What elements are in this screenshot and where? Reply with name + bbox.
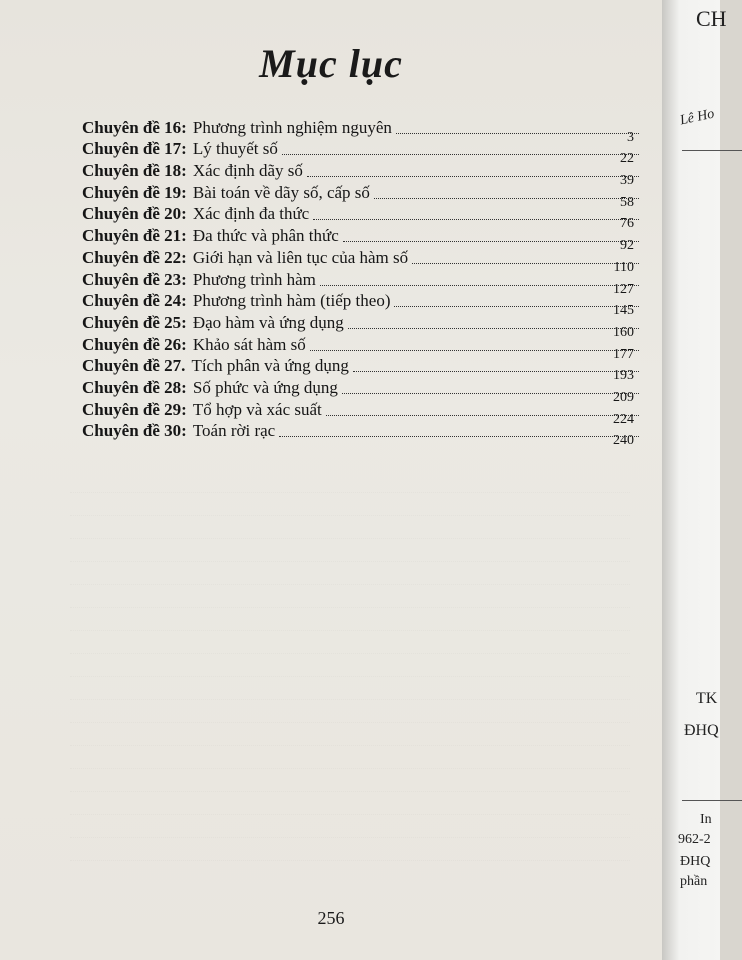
- entry-label: Xác định đa thức: [192, 204, 310, 224]
- entry-prefix: Chuyên đề 16:: [82, 117, 187, 137]
- leader-dots: [307, 175, 639, 177]
- leader-dots: [279, 435, 639, 437]
- bleed-through-text: [70, 470, 630, 861]
- entry-page: 110: [613, 259, 634, 275]
- toc-entry: [82, 290, 642, 319]
- entry-page: 39: [620, 173, 634, 189]
- entry-label: Đạo hàm và ứng dụng: [192, 312, 344, 332]
- leader-dots: [310, 349, 639, 351]
- entry-page: 92: [620, 238, 634, 254]
- leader-dots: [396, 132, 639, 134]
- entry-page: 240: [613, 433, 634, 449]
- adjacent-text: In: [700, 812, 712, 827]
- entry-prefix: Chuyên đề 28:: [82, 377, 187, 397]
- adjacent-rule: [682, 150, 742, 151]
- entry-label: Khảo sát hàm số: [192, 334, 306, 354]
- toc-entry: [82, 224, 642, 254]
- entry-prefix: Chuyên đề 18:: [82, 161, 187, 181]
- toc-entry: [82, 138, 642, 167]
- entry-prefix: Chuyên đề 19:: [82, 182, 187, 202]
- entry-page: 3: [627, 129, 634, 145]
- adjacent-page-edge: [662, 0, 727, 960]
- leader-dots: [412, 262, 639, 264]
- leader-dots: [343, 240, 639, 242]
- entry-label: Số phức và ứng dụng: [192, 377, 338, 397]
- page-title: Mục lục: [259, 41, 403, 86]
- entry-label: Giới hạn và liên tục của hàm số: [192, 247, 409, 267]
- toc-entry: [82, 159, 642, 189]
- entry-label: Lý thuyết số: [192, 139, 278, 159]
- entry-label: Đa thức và phân thức: [192, 226, 339, 246]
- entry-label: Bài toán về dãy số, cấp số: [192, 182, 370, 202]
- toc-entry: [82, 376, 642, 405]
- adjacent-text: TK: [696, 690, 718, 707]
- adjacent-text: phần: [680, 874, 708, 889]
- entry-label: Xác định dãy số: [192, 161, 303, 181]
- entry-prefix: Chuyên đề 25:: [82, 312, 187, 332]
- entry-page: 160: [613, 324, 634, 340]
- entry-label: Tổ hợp và xác suất: [192, 399, 322, 419]
- entry-page: 209: [613, 389, 634, 405]
- entry-page: 224: [613, 411, 634, 427]
- entry-page: 22: [620, 151, 634, 167]
- toc-entry: [82, 333, 642, 362]
- leader-dots: [348, 327, 639, 329]
- leader-dots: [394, 305, 639, 307]
- toc-entry: [82, 311, 642, 340]
- entry-prefix: Chuyên đề 30:: [82, 421, 187, 441]
- adjacent-rule: [682, 800, 742, 801]
- toc-entry: [82, 116, 642, 145]
- entry-label: Phương trình nghiệm nguyên: [192, 117, 392, 137]
- leader-dots: [374, 197, 639, 199]
- entry-page: 76: [620, 216, 634, 232]
- toc-entry: [82, 398, 642, 427]
- entry-prefix: Chuyên đề 20:: [82, 204, 187, 224]
- entry-label: Toán rời rạc: [192, 421, 276, 441]
- entry-label: Phương trình hàm (tiếp theo): [192, 291, 391, 311]
- entry-label: Phương trình hàm: [192, 269, 316, 289]
- entry-prefix: Chuyên đề 27.: [82, 356, 186, 376]
- entry-prefix: Chuyên đề 24:: [82, 291, 187, 311]
- entry-prefix: Chuyên đề 17:: [82, 139, 187, 159]
- adjacent-text: ĐHQ: [680, 854, 711, 869]
- leader-dots: [320, 284, 639, 286]
- page-number: 256: [317, 908, 345, 928]
- leader-dots: [326, 414, 639, 416]
- toc-entry: [82, 355, 642, 384]
- adjacent-text: ĐHQ: [684, 722, 719, 739]
- entry-prefix: Chuyên đề 22:: [82, 247, 187, 267]
- toc-entry: [82, 246, 642, 275]
- toc-entry: [82, 203, 642, 232]
- adjacent-heading: CH: [696, 6, 727, 31]
- toc-entry: [82, 420, 642, 449]
- entry-label: Tích phân và ứng dụng: [191, 356, 349, 376]
- entry-page: 177: [613, 346, 634, 362]
- leader-dots: [282, 153, 639, 155]
- entry-prefix: Chuyên đề 23:: [82, 269, 187, 289]
- entry-page: 145: [613, 303, 634, 319]
- entry-page: 58: [620, 194, 634, 210]
- leader-dots: [313, 218, 639, 220]
- entry-prefix: Chuyên đề 26:: [82, 334, 187, 354]
- leader-dots: [342, 392, 639, 394]
- toc-entry: [82, 268, 642, 297]
- adjacent-side-text: Lê Ho: [678, 106, 716, 129]
- adjacent-text: 962-2: [678, 832, 711, 847]
- entry-page: 193: [613, 368, 634, 384]
- leader-dots: [353, 370, 639, 372]
- entry-prefix: Chuyên đề 21:: [82, 226, 187, 246]
- entry-prefix: Chuyên đề 29:: [82, 399, 187, 419]
- entry-page: 127: [613, 281, 634, 297]
- toc-entry: [82, 181, 642, 210]
- table-of-contents: [82, 116, 642, 449]
